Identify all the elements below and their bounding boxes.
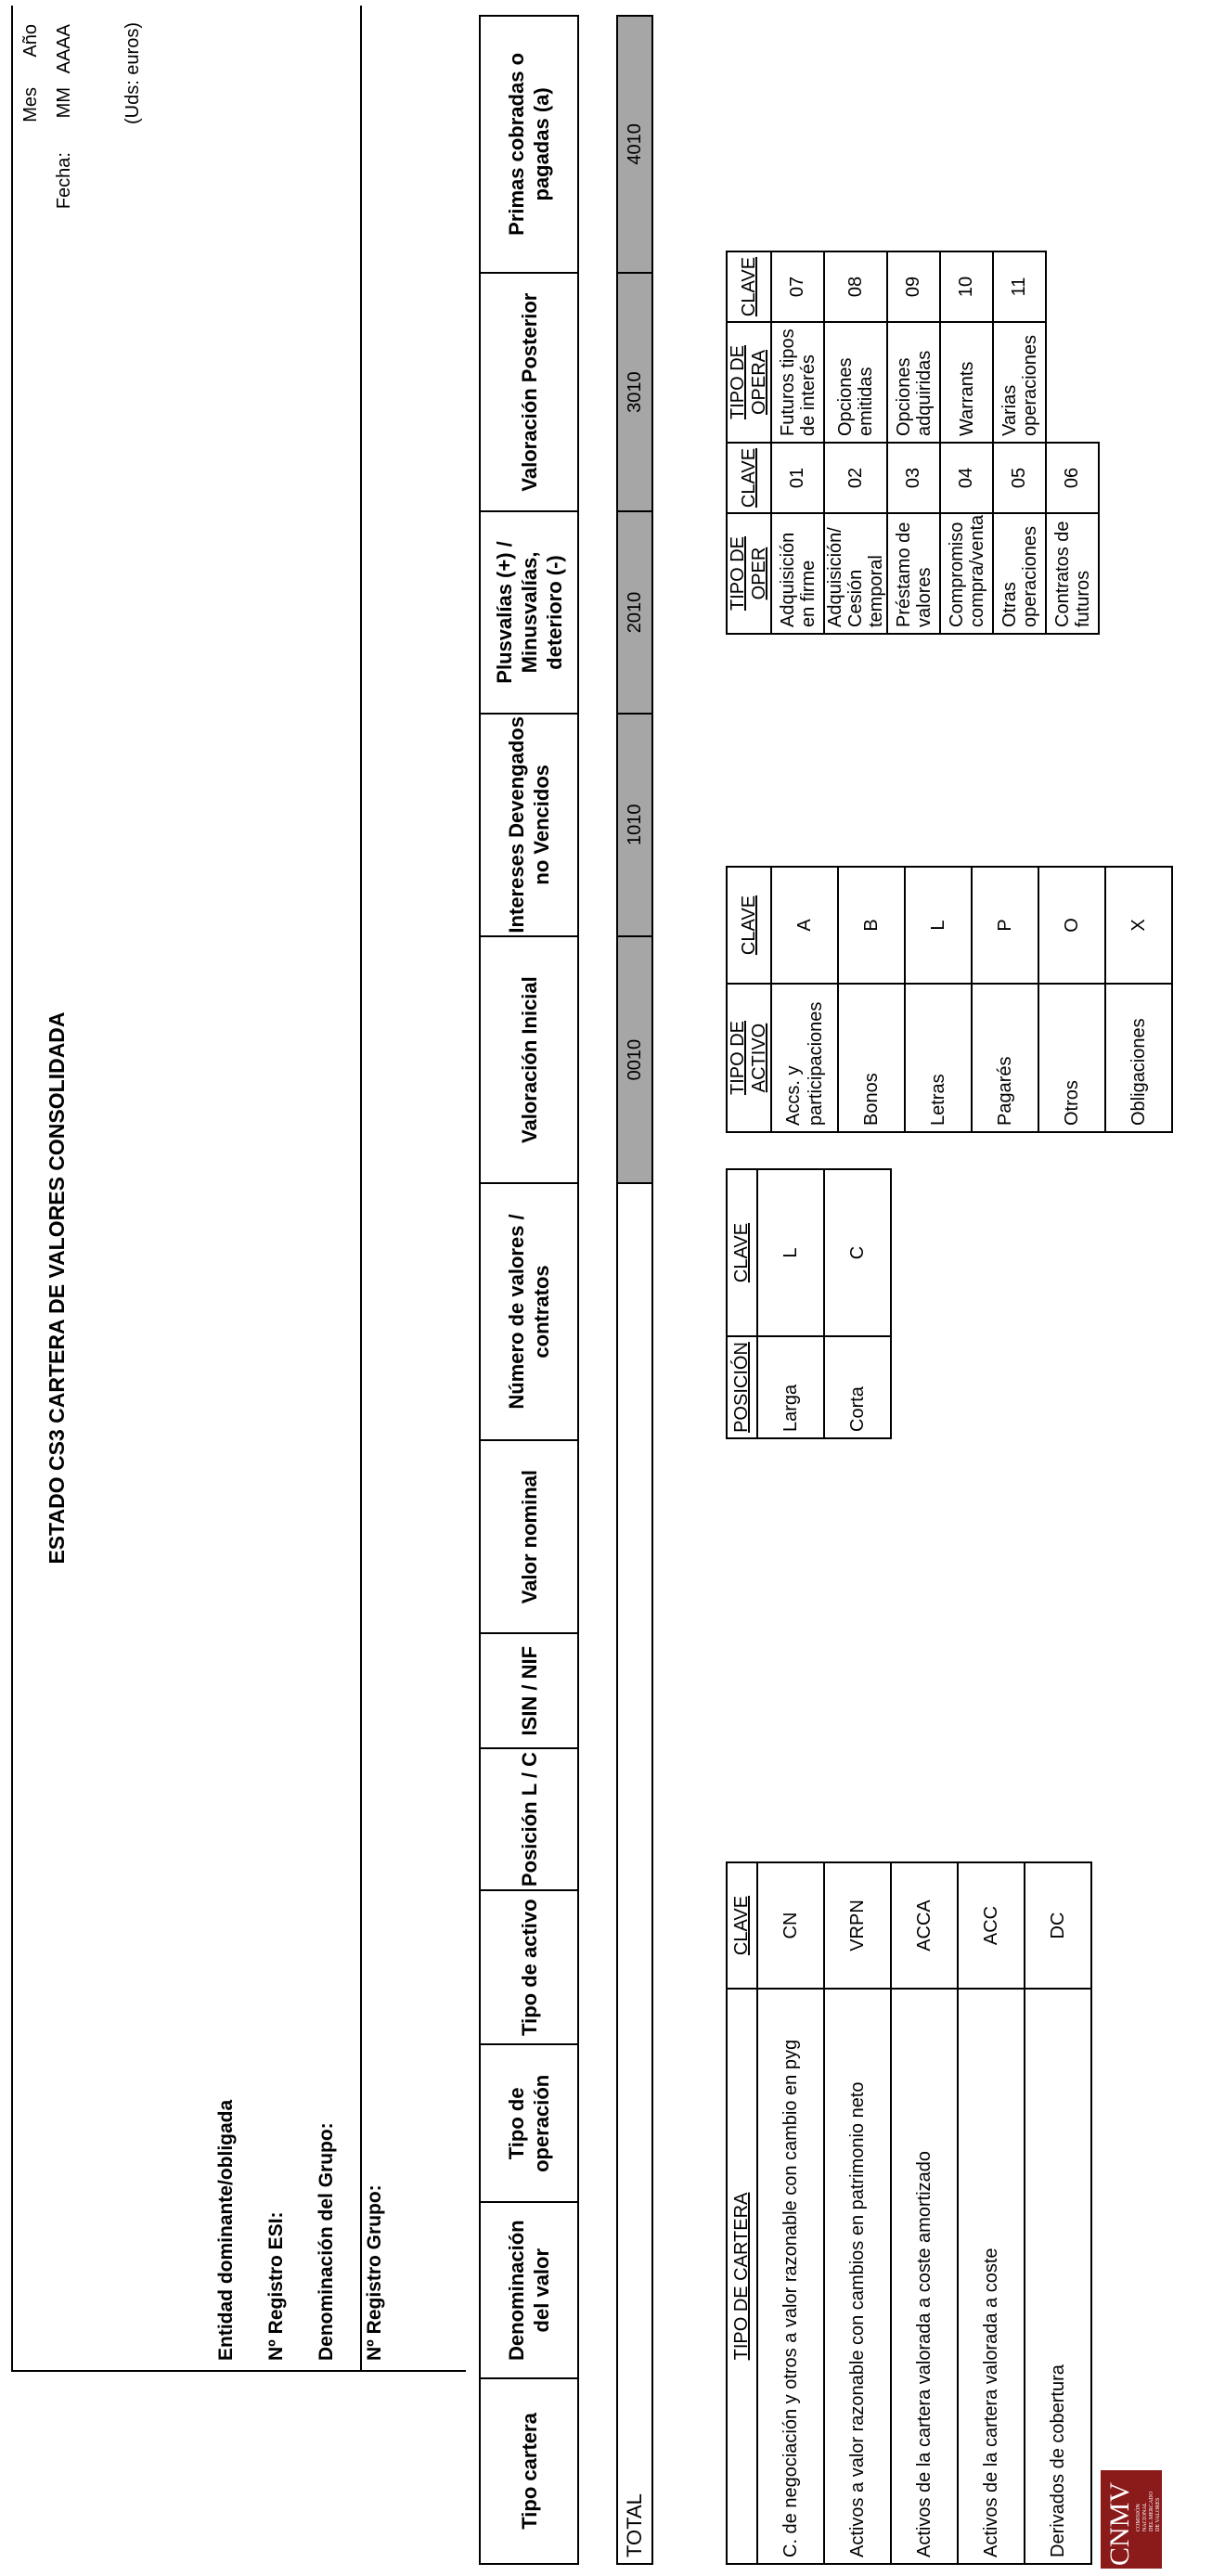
- clave-header: CLAVE: [727, 443, 771, 513]
- col-header: Tipo de operación: [480, 2044, 578, 2202]
- activo-label: Pagarés: [972, 984, 1038, 1132]
- cartera-label: Activos de la cartera valorada a coste amortizado: [891, 1989, 958, 2564]
- activo-key: B: [838, 867, 905, 984]
- code-primas[interactable]: 4010: [617, 16, 652, 273]
- operacion-label: Compromiso compra/venta: [940, 513, 993, 634]
- operacion-key: 06: [1046, 443, 1099, 513]
- operacion-key: 02: [824, 443, 887, 513]
- units-label: (Uds: euros): [122, 22, 143, 125]
- spacer-row: [578, 16, 617, 2564]
- activo-label: Letras: [905, 984, 972, 1132]
- activo-key: P: [972, 867, 1038, 984]
- table-row: [1038, 867, 1105, 1132]
- month-field[interactable]: MM: [54, 87, 74, 119]
- activo-key: A: [771, 867, 838, 984]
- cartera-key: ACCA: [891, 1862, 958, 1989]
- code-plusvalias[interactable]: 2010: [617, 511, 652, 713]
- table-row: [1046, 251, 1099, 634]
- activo-label: Accs. y participaciones: [771, 984, 838, 1132]
- table-row: [757, 1862, 824, 2564]
- clave-header: CLAVE: [727, 1862, 757, 1989]
- posicion-label: Corta: [824, 1336, 891, 1438]
- month-header: Mes: [20, 87, 41, 122]
- operacion-label: Préstamo de valores: [887, 513, 940, 634]
- operacion-key: 04: [940, 443, 993, 513]
- operacion-label-2: Varias operaciones: [993, 322, 1046, 443]
- activo-label: Otros: [1038, 984, 1105, 1132]
- header-row: [480, 16, 578, 2564]
- cartera-valores-table: [479, 15, 653, 2565]
- col-header: Posición L / C: [480, 1748, 578, 1890]
- registro-esi-label: Nº Registro ESI:: [265, 2211, 287, 2361]
- col-header: Intereses Devengados no Vencidos: [480, 714, 578, 937]
- svg-text:COMISIÓN: COMISIÓN: [1136, 2504, 1141, 2531]
- cartera-label: Activos a valor razonable con cambios en patrimonio neto: [824, 1989, 891, 2564]
- cnmv-logo: [1101, 2470, 1162, 2569]
- operacion-key-2: 07: [771, 251, 824, 322]
- activo-label: Bonos: [838, 984, 905, 1132]
- col-header: Denominación del valor: [480, 2202, 578, 2377]
- operacion-label: Contratos de futuros: [1046, 513, 1099, 634]
- code-intereses[interactable]: 1010: [617, 714, 652, 937]
- col-header: Tipo de activo: [480, 1890, 578, 2044]
- cartera-label: C. de negociación y otros a valor razonable con cambio en pyg: [757, 1989, 824, 2564]
- table-row: [891, 1862, 958, 2564]
- top-rule: [11, 6, 13, 2372]
- tipo-cartera-header: TIPO DE CARTERA: [727, 1989, 757, 2564]
- posicion-label: Larga: [757, 1336, 824, 1438]
- table-row: [824, 1862, 891, 2564]
- tipo-operacion-header-2: TIPO DE OPERA: [727, 322, 771, 443]
- cartera-key: ACC: [958, 1862, 1025, 1989]
- col-header: Valoración Posterior: [480, 273, 578, 512]
- table-row: [905, 867, 972, 1132]
- table-row: [887, 251, 940, 634]
- year-field[interactable]: AAAA: [54, 24, 74, 74]
- operacion-label: Adquisición/ Cesión temporal: [824, 513, 887, 634]
- spacer-cell: [578, 16, 617, 2564]
- table-row: [771, 251, 824, 634]
- operacion-key-2: 09: [887, 251, 940, 322]
- code-valoracion-inicial[interactable]: 0010: [617, 936, 652, 1183]
- table-row: [972, 867, 1038, 1132]
- operacion-label-2: Warrants: [940, 322, 993, 443]
- cartera-label: Activos de la cartera valorada a coste: [958, 1989, 1025, 2564]
- year-header: Año: [20, 24, 41, 58]
- tipo-activo-header: TIPO DE ACTIVO: [727, 984, 771, 1132]
- cartera-key: CN: [757, 1862, 824, 1989]
- col-header: ISIN / NIF: [480, 1633, 578, 1747]
- operacion-key-2: 11: [993, 251, 1046, 322]
- table-row: [958, 1862, 1025, 2564]
- left-rule: [11, 2370, 466, 2372]
- col-header: Tipo cartera: [480, 2378, 578, 2564]
- table-row: [1105, 867, 1172, 1132]
- total-label: TOTAL: [617, 1183, 652, 2564]
- operacion-label-2: Futuros tipos de interés: [771, 322, 824, 443]
- activo-key: L: [905, 867, 972, 984]
- page-title: ESTADO CS3 CARTERA DE VALORES CONSOLIDADA: [45, 1011, 69, 1565]
- col-header: Valor nominal: [480, 1440, 578, 1634]
- operacion-key: 05: [993, 443, 1046, 513]
- denominacion-grupo-label: Denominación del Grupo:: [316, 2122, 337, 2361]
- col-header: Valoración Inicial: [480, 936, 578, 1183]
- operacion-key-2: [1046, 251, 1099, 322]
- code-valoracion-posterior[interactable]: 3010: [617, 273, 652, 512]
- tipo-operacion-table: [726, 251, 1100, 635]
- table-row: [838, 867, 905, 1132]
- posicion-header: POSICIÓN: [727, 1336, 757, 1438]
- clave-header-2: CLAVE: [727, 251, 771, 322]
- date-block: [13, 13, 87, 208]
- total-row: [617, 16, 652, 2564]
- operacion-label-2: Opciones adquiridas: [887, 322, 940, 443]
- posicion-key: C: [824, 1169, 891, 1336]
- activo-key: X: [1105, 867, 1172, 984]
- svg-text:CNMV: CNMV: [1104, 2481, 1135, 2566]
- registro-grupo-label: Nº Registro Grupo:: [364, 2184, 385, 2361]
- operacion-label: Adquisición en firme: [771, 513, 824, 634]
- cartera-key: VRPN: [824, 1862, 891, 1989]
- activo-label: Obligaciones: [1105, 984, 1172, 1132]
- operacion-label: Otras operaciones: [993, 513, 1046, 634]
- col-header: Número de valores / contratos: [480, 1183, 578, 1440]
- operacion-key: 03: [887, 443, 940, 513]
- svg-text:DEL MERCADO: DEL MERCADO: [1149, 2492, 1154, 2531]
- col-header: Plusvalías (+) / Minusvalías, deterioro (-): [480, 511, 578, 713]
- tipo-operacion-header: TIPO DE OPER: [727, 513, 771, 634]
- clave-header: CLAVE: [727, 867, 771, 984]
- activo-key: O: [1038, 867, 1105, 984]
- operacion-key-2: 08: [824, 251, 887, 322]
- table-row: [824, 251, 887, 634]
- tipo-cartera-table: [726, 1861, 1092, 2565]
- date-label: Fecha:: [54, 152, 74, 210]
- operacion-label-2: Opciones emitidas: [824, 322, 887, 443]
- table-row: [993, 251, 1046, 634]
- posicion-table: [726, 1168, 892, 1439]
- operacion-key-2: 10: [940, 251, 993, 322]
- entity-dominant-label: Entidad dominante/obligada: [215, 2099, 237, 2361]
- cartera-key: DC: [1025, 1862, 1091, 1989]
- cartera-label: Derivados de cobertura: [1025, 1989, 1091, 2564]
- clave-header: CLAVE: [727, 1169, 757, 1336]
- svg-text:DE VALORES: DE VALORES: [1155, 2497, 1161, 2531]
- operacion-label-2: [1046, 322, 1099, 443]
- tipo-activo-table: [726, 866, 1173, 1133]
- table-row: [771, 867, 838, 1132]
- svg-text:NACIONAL: NACIONAL: [1142, 2502, 1148, 2531]
- posicion-key: L: [757, 1169, 824, 1336]
- table-row: [757, 1169, 824, 1438]
- table-row: [1025, 1862, 1091, 2564]
- operacion-key: 01: [771, 443, 824, 513]
- col-header: Primas cobradas o pagadas (a): [480, 16, 578, 273]
- middle-rule: [360, 6, 362, 2372]
- table-row: [940, 251, 993, 634]
- table-row: [824, 1169, 891, 1438]
